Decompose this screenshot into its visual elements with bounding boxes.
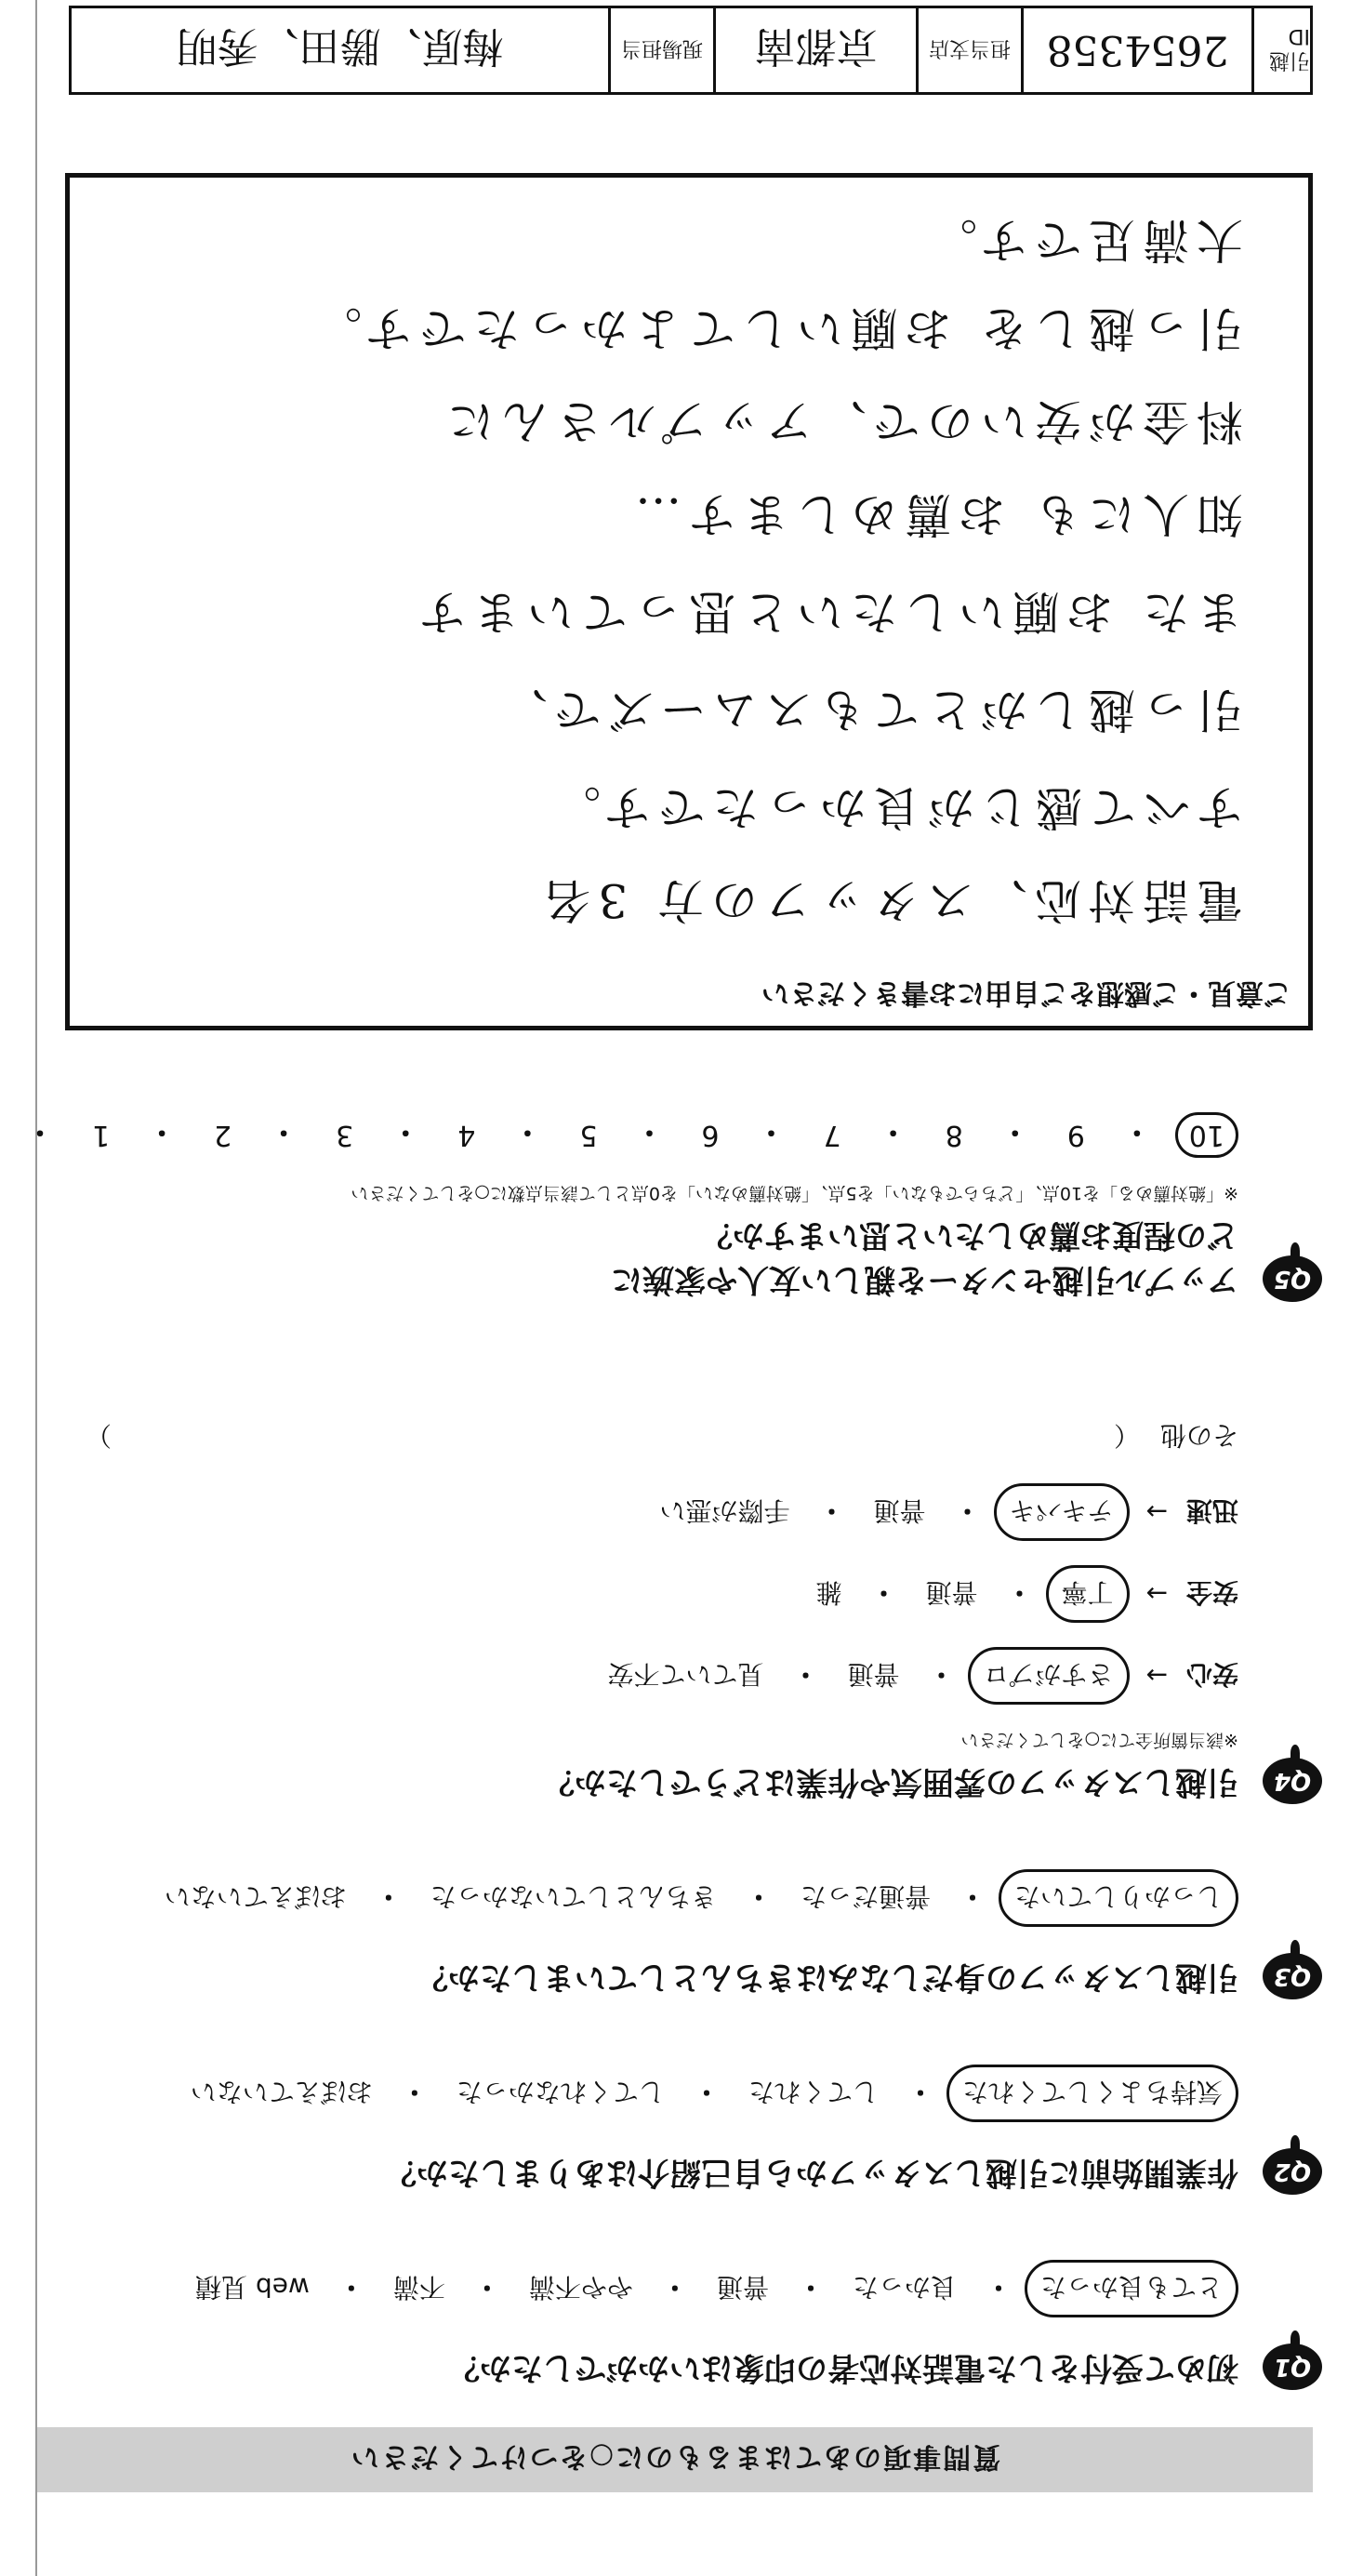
- q1-option-3[interactable]: 普通: [716, 2272, 769, 2303]
- q4-jinsoku-option-1[interactable]: テキパキ: [994, 1483, 1130, 1541]
- comment-box[interactable]: [65, 173, 1313, 1030]
- branch-label-cell: [919, 8, 1024, 92]
- q4-badge: Q4: [1263, 1758, 1322, 1804]
- q2-option-3[interactable]: してくれなかった: [456, 2077, 665, 2107]
- arrow-icon: →: [1145, 1578, 1168, 1610]
- id-bar: [69, 6, 1313, 95]
- move-id-label: 引越ID: [1268, 24, 1310, 72]
- question-1: [179, 2260, 1312, 2390]
- q2-options: 気持ちよくしてくれた ・ してくれた ・ してくれなかった ・ おぼえていない: [175, 2065, 1238, 2122]
- q4-text: 引越しスタッフの雰囲気や作業はどうでしたか？: [543, 1763, 1238, 1800]
- q3-badge: Q3: [1263, 1953, 1322, 1999]
- q2-option-4[interactable]: おぼえていない: [190, 2077, 373, 2107]
- q4-anshin-option-3[interactable]: 見ていて不安: [607, 1659, 764, 1690]
- comment-line-8: 大満足です。: [923, 213, 1243, 267]
- comment-line-3: 引っ越しがとてもスムーズで、: [494, 683, 1243, 737]
- q1-text: 初めて受付をした電話対応者の印象はいかがでしたか？: [448, 2349, 1238, 2386]
- q4-note: ※該当箇所全てに○をしてください: [960, 1730, 1238, 1750]
- q4-row-label: 迅速: [1185, 1495, 1238, 1526]
- branch-cell[interactable]: [716, 8, 919, 92]
- q3-option-4[interactable]: おぼえていない: [164, 1881, 347, 1912]
- q4-anzen-option-2[interactable]: 普通: [925, 1577, 978, 1608]
- q1-option-6[interactable]: web 見積: [195, 2272, 310, 2303]
- comment-line-4: また お願いしたいと思っています: [412, 585, 1243, 639]
- q5-text-line-1: アップル引越センターを親しい友人や家族に: [611, 1261, 1238, 1298]
- branch-label: 担当支店: [929, 36, 1012, 60]
- q4-row-anzen: 安全 → 丁寧 ・ 普通 ・ 雑: [86, 1565, 1238, 1623]
- q4-anzen-option-3[interactable]: 雑: [815, 1577, 842, 1608]
- q3-option-2[interactable]: 普通だった: [800, 1881, 931, 1912]
- q4-row-label: 安心: [1185, 1659, 1238, 1690]
- q4-other-field[interactable]: [86, 1418, 1238, 1455]
- score-6[interactable]: 6: [701, 1119, 720, 1151]
- q1-badge: Q1: [1263, 2344, 1322, 2390]
- q1-option-5[interactable]: 不満: [392, 2272, 445, 2303]
- comment-line-7: 引っ越しを お願いしてよかったです。: [308, 301, 1243, 355]
- score-8[interactable]: 8: [945, 1119, 963, 1151]
- score-9[interactable]: 9: [1066, 1119, 1085, 1151]
- score-4[interactable]: 4: [457, 1119, 476, 1151]
- branch-value: 京都南: [754, 22, 878, 70]
- score-7[interactable]: 7: [823, 1119, 841, 1151]
- comment-title: ご意見・ご感想をご自由にお書きください: [761, 976, 1291, 1009]
- q1-options: とても良かった ・ 良かった ・ 普通 ・ やや不満 ・ 不満 ・ web 見積: [179, 2260, 1238, 2317]
- instruction-banner: [37, 2427, 1313, 2492]
- q3-option-3[interactable]: きちんとしていなかった: [430, 1881, 717, 1912]
- score-3[interactable]: 3: [336, 1119, 354, 1151]
- arrow-icon: →: [1145, 1496, 1168, 1528]
- move-id-cell[interactable]: [1024, 8, 1254, 92]
- q1-option-1[interactable]: とても良かった: [1025, 2260, 1238, 2317]
- score-0[interactable]: [0, 1112, 2, 1158]
- q2-text: 作業開始前に引越しスタッフから自己紹介はありましたか？: [385, 2154, 1238, 2191]
- q4-other-close-paren: ）: [86, 1420, 112, 1451]
- q3-option-1[interactable]: しっかりしていた: [999, 1869, 1238, 1927]
- q2-option-1[interactable]: 気持ちよくしてくれた: [946, 2065, 1238, 2122]
- q1-option-4[interactable]: やや不満: [528, 2272, 633, 2303]
- q4-other-open-paren: （: [1113, 1420, 1140, 1451]
- comment-line-2: すべて感じが良かったです。: [547, 780, 1243, 834]
- q5-text-line-2: どの程度お薦めしたいと思いますか？: [701, 1216, 1238, 1254]
- score-10[interactable]: 10: [1175, 1112, 1238, 1158]
- q4-other-label: その他: [1159, 1420, 1238, 1451]
- q5-badge: Q5: [1263, 1255, 1322, 1302]
- q5-score-scale: 10 ・ 9 ・ 8 ・ 7 ・ 6 ・ 5 ・ 4 ・ 3 ・ 2 ・ 1 ・: [0, 1112, 1238, 1158]
- instruction-text: 質問事項のあてはまるものに○をつけてください: [349, 2440, 1001, 2473]
- q4-row-label: 安全: [1185, 1577, 1238, 1608]
- move-id-label-cell: [1254, 8, 1310, 92]
- q3-text: 引越しスタッフの身だしなみはきちんとしていましたか？: [417, 1959, 1238, 1996]
- q5-note: ※「絶対薦める」を10点、「どちらでもない」を5点、「絶対薦めない」を0点として該当点数に○をしてください: [351, 1183, 1238, 1203]
- q4-jinsoku-option-2[interactable]: 普通: [873, 1495, 926, 1526]
- move-id-value: 2654358: [1046, 26, 1229, 74]
- staff-label: 現場担当: [621, 36, 704, 60]
- q4-anshin-option-1[interactable]: さすがプロ: [968, 1647, 1130, 1705]
- comment-line-1: 電話対応、スタッフの方 3名: [536, 873, 1243, 927]
- question-4: [86, 1418, 1312, 1804]
- question-5: [0, 1112, 1312, 1302]
- q2-badge: Q2: [1263, 2148, 1322, 2195]
- staff-cell[interactable]: [72, 8, 611, 92]
- q4-row-anshin: 安心 → さすがプロ ・ 普通 ・ 見ていて不安: [86, 1647, 1238, 1705]
- comment-line-5: 知人にも お薦めします…: [628, 487, 1243, 541]
- q4-anzen-option-1[interactable]: 丁寧: [1046, 1565, 1130, 1623]
- q4-anshin-option-2[interactable]: 普通: [847, 1659, 900, 1690]
- staff-label-cell: [611, 8, 716, 92]
- question-3: [149, 1869, 1312, 1999]
- score-5[interactable]: 5: [579, 1119, 598, 1151]
- q4-jinsoku-option-3[interactable]: 手際が悪い: [659, 1495, 790, 1526]
- q3-options: しっかりしていた ・ 普通だった ・ きちんとしていなかった ・ おぼえていない: [149, 1869, 1238, 1927]
- comment-line-6: 料金が安いので、アップルさんに: [440, 394, 1243, 448]
- q1-option-2[interactable]: 良かった: [852, 2272, 957, 2303]
- staff-value: 梅原、勝田、秀明: [176, 22, 504, 70]
- score-2[interactable]: 2: [214, 1119, 232, 1151]
- arrow-icon: →: [1145, 1660, 1168, 1692]
- q4-row-jinsoku: 迅速 → テキパキ ・ 普通 ・ 手際が悪い: [86, 1483, 1238, 1541]
- question-2: [175, 2065, 1312, 2195]
- score-1[interactable]: 1: [91, 1119, 111, 1151]
- q2-option-2[interactable]: してくれた: [748, 2077, 879, 2107]
